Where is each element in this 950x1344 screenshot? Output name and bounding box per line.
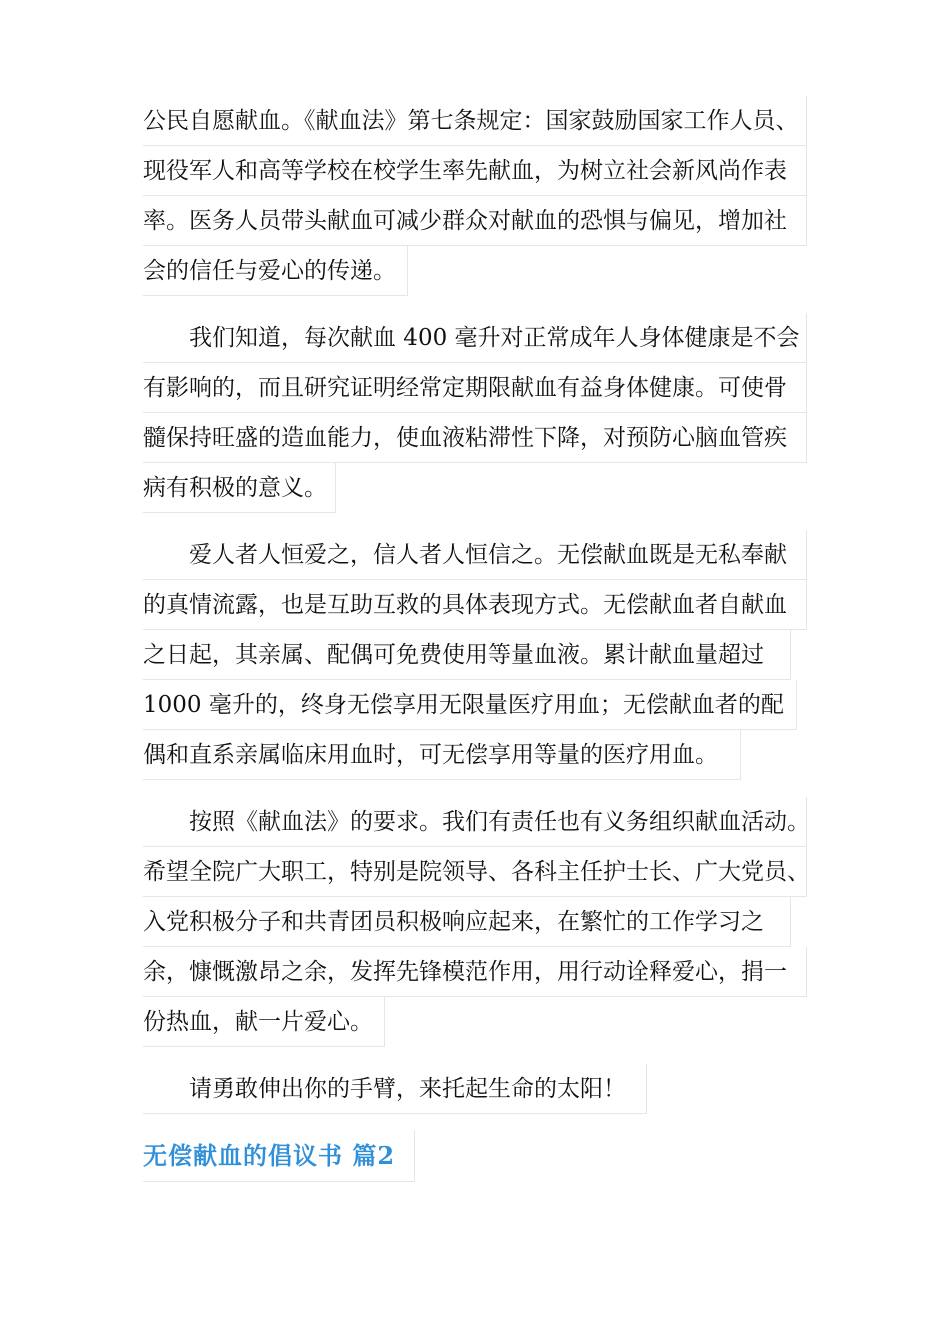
paragraph-line: 爱人者人恒爱之，信人者人恒信之。无偿献血既是无私奉献: [143, 530, 807, 580]
paragraph-line: 1000 毫升的，终身无偿享用无限量医疗用血；无偿献血者的配: [143, 680, 797, 730]
paragraph-line: 公民自愿献血。《献血法》第七条规定：国家鼓励国家工作人员、: [143, 96, 807, 146]
paragraph-line: 髓保持旺盛的造血能力，使血液粘滞性下降，对预防心脑血管疾: [143, 413, 807, 463]
paragraph-line: 我们知道，每次献血 400 毫升对正常成年人身体健康是不会: [143, 313, 807, 363]
paragraph-line: 余，慷慨激昂之余，发挥先锋模范作用，用行动诠释爱心，捐一: [143, 947, 807, 997]
paragraph-line: 会的信任与爱心的传递。: [143, 246, 408, 296]
paragraph-line: 之日起，其亲属、配偶可免费使用等量血液。累计献血量超过: [143, 630, 791, 680]
paragraph-line: 希望全院广大职工，特别是院领导、各科主任护士长、广大党员、: [143, 847, 807, 897]
paragraph-line: 病有积极的意义。: [143, 463, 336, 513]
paragraph-line: 入党积极分子和共青团员积极响应起来，在繁忙的工作学习之: [143, 897, 791, 947]
paragraph-line: 按照《献血法》的要求。我们有责任也有义务组织献血活动。: [143, 797, 807, 847]
paragraph-line: 份热血，献一片爱心。: [143, 997, 385, 1047]
paragraph-line: 的真情流露，也是互助互救的具体表现方式。无偿献血者自献血: [143, 580, 807, 630]
paragraph-line: 有影响的，而且研究证明经常定期限献血有益身体健康。可使骨: [143, 363, 807, 413]
paragraph-line: 偶和直系亲属临床用血时，可无偿享用等量的医疗用血。: [143, 730, 741, 780]
paragraph-line: 率。医务人员带头献血可减少群众对献血的恐惧与偏见，增加社: [143, 196, 807, 246]
paragraph-line: 现役军人和高等学校在校学生率先献血，为树立社会新风尚作表: [143, 146, 807, 196]
section-heading: 无偿献血的倡议书 篇2: [143, 1130, 415, 1182]
paragraph-line: 请勇敢伸出你的手臂，来托起生命的太阳！: [143, 1064, 647, 1114]
